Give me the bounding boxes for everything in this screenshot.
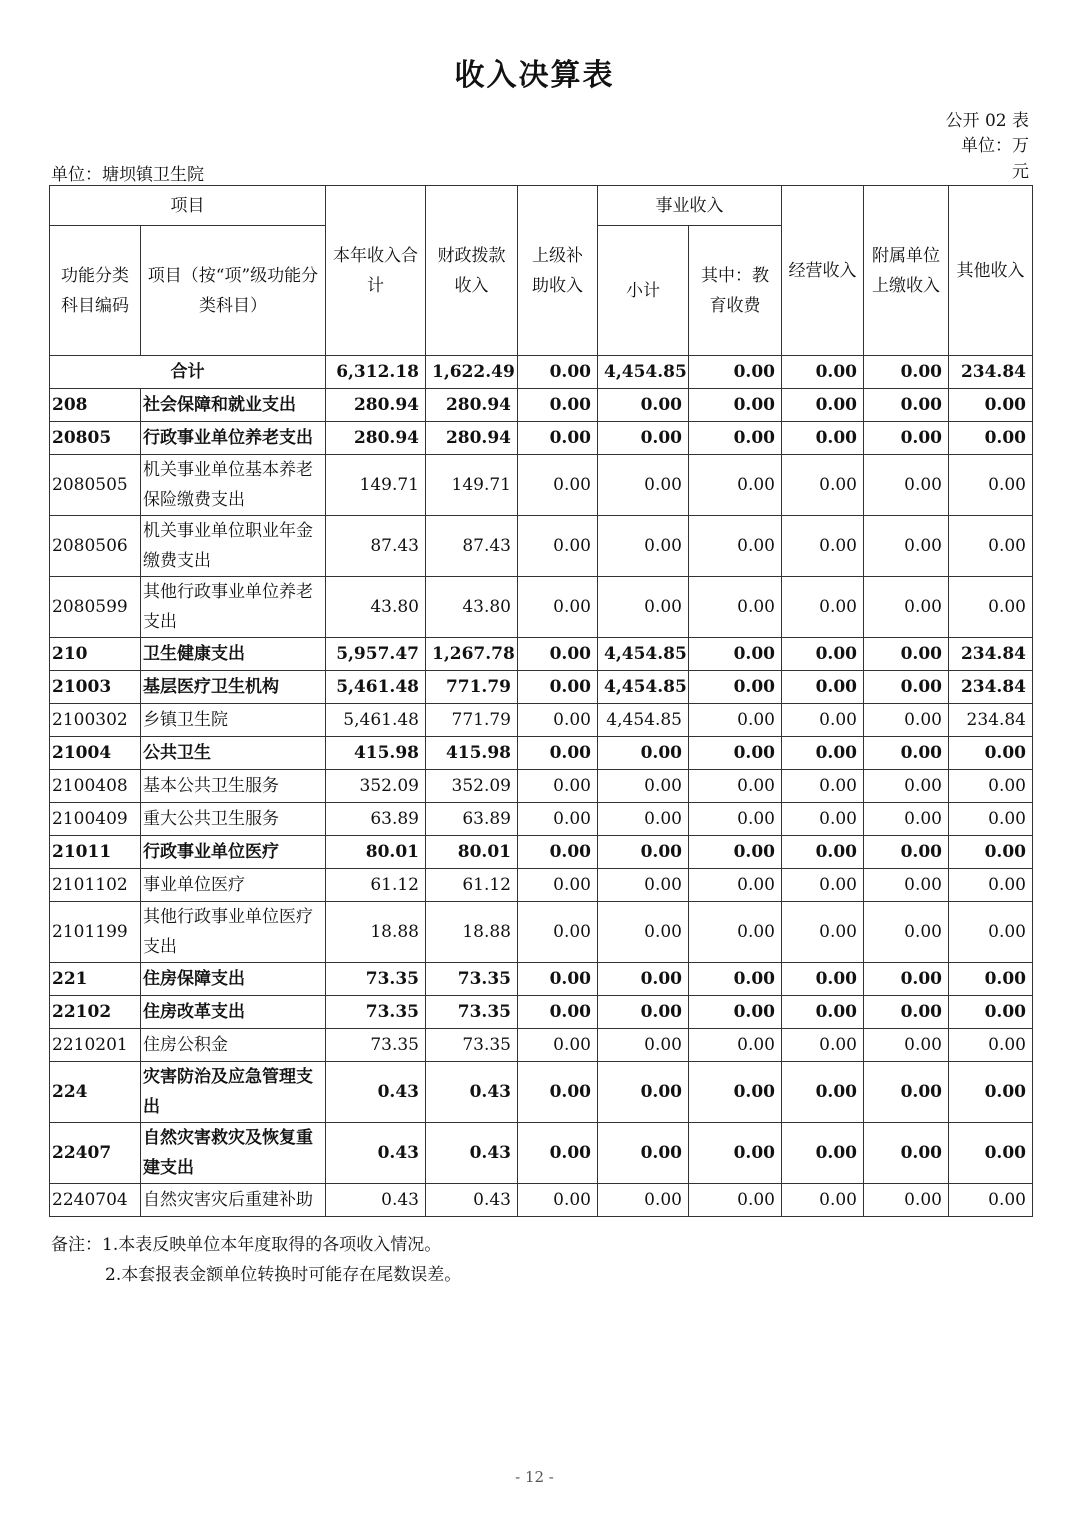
row-value: 5,461.48 <box>326 704 426 737</box>
row-value: 0.00 <box>518 770 598 803</box>
note-line: 2.本套报表金额单位转换时可能存在尾数误差。 <box>105 1265 462 1285</box>
form-number: 公开 02 表 <box>945 111 1029 131</box>
row-value: 0.00 <box>598 737 689 770</box>
row-value: 0.00 <box>518 996 598 1029</box>
table-row <box>50 638 1033 671</box>
total-cell: 0.00 <box>782 356 864 389</box>
row-value: 0.00 <box>864 963 949 996</box>
row-value: 0.00 <box>949 902 1033 963</box>
row-value: 0.00 <box>689 963 782 996</box>
row-name: 机关事业单位职业年金缴费支出 <box>141 516 326 577</box>
row-value: 0.00 <box>782 737 864 770</box>
row-code: 221 <box>50 963 141 996</box>
row-value: 0.00 <box>782 1029 864 1062</box>
row-value: 0.00 <box>598 803 689 836</box>
row-value: 0.43 <box>326 1184 426 1217</box>
table-row <box>50 996 1033 1029</box>
row-value: 0.00 <box>689 704 782 737</box>
table-row <box>50 902 1033 963</box>
row-value: 0.00 <box>689 577 782 638</box>
row-value: 0.00 <box>598 389 689 422</box>
row-value: 80.01 <box>326 836 426 869</box>
row-value: 0.00 <box>864 902 949 963</box>
row-value: 0.00 <box>689 803 782 836</box>
row-value: 0.00 <box>518 963 598 996</box>
row-name: 基本公共卫生服务 <box>141 770 326 803</box>
row-value: 280.94 <box>426 422 518 455</box>
row-value: 73.35 <box>326 963 426 996</box>
row-value: 0.00 <box>518 455 598 516</box>
row-value: 0.00 <box>518 836 598 869</box>
header-project: 项目 <box>50 186 326 226</box>
row-value: 0.00 <box>598 422 689 455</box>
row-value: 234.84 <box>949 638 1033 671</box>
header-superior: 上级补助收入 <box>518 186 598 356</box>
row-value: 0.43 <box>426 1184 518 1217</box>
row-value: 0.00 <box>782 963 864 996</box>
header-total: 本年收入合计 <box>326 186 426 356</box>
row-value: 771.79 <box>426 671 518 704</box>
row-value: 18.88 <box>426 902 518 963</box>
row-value: 0.00 <box>949 836 1033 869</box>
row-value: 0.00 <box>864 577 949 638</box>
row-value: 73.35 <box>426 1029 518 1062</box>
row-value: 0.00 <box>864 671 949 704</box>
row-value: 73.35 <box>326 996 426 1029</box>
row-code: 2210201 <box>50 1029 141 1062</box>
row-value: 0.00 <box>689 389 782 422</box>
row-value: 4,454.85 <box>598 704 689 737</box>
row-value: 4,454.85 <box>598 671 689 704</box>
row-value: 0.00 <box>949 422 1033 455</box>
row-value: 0.00 <box>782 996 864 1029</box>
row-value: 149.71 <box>326 455 426 516</box>
row-value: 0.43 <box>326 1123 426 1184</box>
row-code: 21003 <box>50 671 141 704</box>
row-value: 280.94 <box>426 389 518 422</box>
row-value: 5,957.47 <box>326 638 426 671</box>
row-name: 行政事业单位医疗 <box>141 836 326 869</box>
row-value: 0.00 <box>864 836 949 869</box>
row-value: 0.00 <box>598 1123 689 1184</box>
row-value: 0.00 <box>782 389 864 422</box>
row-value: 43.80 <box>426 577 518 638</box>
row-value: 352.09 <box>426 770 518 803</box>
row-value: 1,267.78 <box>426 638 518 671</box>
row-name: 住房公积金 <box>141 1029 326 1062</box>
income-table <box>49 185 1033 1217</box>
header-subtotal: 小计 <box>598 226 689 356</box>
row-value: 0.00 <box>518 516 598 577</box>
row-value: 0.00 <box>782 770 864 803</box>
row-value: 0.00 <box>864 996 949 1029</box>
table-row <box>50 770 1033 803</box>
row-code: 208 <box>50 389 141 422</box>
table-row <box>50 869 1033 902</box>
row-value: 0.43 <box>326 1062 426 1123</box>
row-value: 0.00 <box>518 803 598 836</box>
total-cell: 4,454.85 <box>598 356 689 389</box>
row-value: 0.00 <box>949 770 1033 803</box>
row-name: 事业单位医疗 <box>141 869 326 902</box>
row-value: 0.00 <box>949 737 1033 770</box>
row-value: 0.00 <box>949 1029 1033 1062</box>
row-value: 0.00 <box>864 638 949 671</box>
row-code: 2100302 <box>50 704 141 737</box>
row-value: 0.00 <box>949 996 1033 1029</box>
row-value: 0.00 <box>864 389 949 422</box>
row-value: 0.43 <box>426 1062 518 1123</box>
row-value: 0.00 <box>782 577 864 638</box>
row-value: 4,454.85 <box>598 638 689 671</box>
header-business: 事业收入 <box>598 186 782 226</box>
row-value: 61.12 <box>326 869 426 902</box>
row-name: 灾害防治及应急管理支出 <box>141 1062 326 1123</box>
row-value: 0.00 <box>949 1123 1033 1184</box>
row-name: 住房保障支出 <box>141 963 326 996</box>
row-code: 2240704 <box>50 1184 141 1217</box>
table-row <box>50 389 1033 422</box>
total-cell: 0.00 <box>864 356 949 389</box>
row-value: 0.00 <box>689 770 782 803</box>
row-value: 73.35 <box>326 1029 426 1062</box>
row-value: 280.94 <box>326 422 426 455</box>
row-value: 0.00 <box>598 770 689 803</box>
row-value: 0.00 <box>598 455 689 516</box>
row-value: 0.00 <box>689 422 782 455</box>
row-value: 18.88 <box>326 902 426 963</box>
row-name: 基层医疗卫生机构 <box>141 671 326 704</box>
row-value: 234.84 <box>949 704 1033 737</box>
row-value: 0.00 <box>864 1123 949 1184</box>
table-row <box>50 737 1033 770</box>
row-value: 0.00 <box>598 577 689 638</box>
row-name: 乡镇卫生院 <box>141 704 326 737</box>
row-value: 0.00 <box>949 516 1033 577</box>
row-value: 0.00 <box>689 1123 782 1184</box>
row-value: 87.43 <box>326 516 426 577</box>
row-value: 0.00 <box>782 422 864 455</box>
row-value: 0.00 <box>782 1184 864 1217</box>
row-value: 0.00 <box>689 902 782 963</box>
table-row <box>50 1029 1033 1062</box>
row-value: 0.00 <box>689 671 782 704</box>
header-fiscal: 财政拨款收入 <box>426 186 518 356</box>
row-name: 自然灾害救灾及恢复重建支出 <box>141 1123 326 1184</box>
row-value: 149.71 <box>426 455 518 516</box>
row-value: 63.89 <box>326 803 426 836</box>
row-value: 0.00 <box>782 455 864 516</box>
page-title: 收入决算表 <box>454 58 615 93</box>
table-row <box>50 422 1033 455</box>
row-name: 公共卫生 <box>141 737 326 770</box>
row-value: 61.12 <box>426 869 518 902</box>
page-number: - 12 - <box>515 1468 554 1486</box>
notes <box>51 1230 461 1290</box>
row-name: 重大公共卫生服务 <box>141 803 326 836</box>
row-value: 0.00 <box>949 455 1033 516</box>
row-value: 0.00 <box>864 1184 949 1217</box>
header-name: 项目（按“项”级功能分类科目） <box>141 226 326 356</box>
row-value: 0.00 <box>518 422 598 455</box>
row-code: 22102 <box>50 996 141 1029</box>
row-value: 415.98 <box>326 737 426 770</box>
table-row <box>50 803 1033 836</box>
row-name: 机关事业单位基本养老保险缴费支出 <box>141 455 326 516</box>
row-value: 0.00 <box>518 704 598 737</box>
row-value: 0.00 <box>689 737 782 770</box>
row-value: 0.00 <box>949 1184 1033 1217</box>
row-value: 352.09 <box>326 770 426 803</box>
row-value: 0.00 <box>949 577 1033 638</box>
row-value: 0.00 <box>598 836 689 869</box>
row-value: 0.00 <box>689 516 782 577</box>
table-row <box>50 836 1033 869</box>
row-value: 0.00 <box>598 963 689 996</box>
row-value: 280.94 <box>326 389 426 422</box>
header-affiliated: 附属单位上缴收入 <box>864 186 949 356</box>
row-value: 0.00 <box>689 836 782 869</box>
row-name: 住房改革支出 <box>141 996 326 1029</box>
row-code: 210 <box>50 638 141 671</box>
header-other: 其他收入 <box>949 186 1033 356</box>
row-value: 0.00 <box>782 869 864 902</box>
header-education: 其中：教育收费 <box>689 226 782 356</box>
row-value: 0.00 <box>864 869 949 902</box>
row-value: 0.00 <box>782 671 864 704</box>
row-value: 0.00 <box>949 963 1033 996</box>
row-value: 0.00 <box>864 455 949 516</box>
row-value: 0.00 <box>518 577 598 638</box>
row-value: 0.00 <box>782 704 864 737</box>
row-value: 0.00 <box>782 516 864 577</box>
row-value: 0.00 <box>864 737 949 770</box>
row-value: 0.00 <box>949 389 1033 422</box>
row-value: 5,461.48 <box>326 671 426 704</box>
total-cell: 0.00 <box>518 356 598 389</box>
row-value: 0.00 <box>864 1062 949 1123</box>
row-code: 21004 <box>50 737 141 770</box>
row-code: 21011 <box>50 836 141 869</box>
row-value: 0.00 <box>689 1184 782 1217</box>
header-operating: 经营收入 <box>782 186 864 356</box>
row-code: 2101102 <box>50 869 141 902</box>
row-value: 0.00 <box>864 516 949 577</box>
row-value: 0.00 <box>864 803 949 836</box>
row-value: 771.79 <box>426 704 518 737</box>
row-value: 0.00 <box>782 902 864 963</box>
total-label: 合计 <box>50 356 326 389</box>
row-value: 234.84 <box>949 671 1033 704</box>
row-value: 0.00 <box>782 836 864 869</box>
row-code: 2080505 <box>50 455 141 516</box>
row-value: 0.00 <box>864 1029 949 1062</box>
total-cell: 6,312.18 <box>326 356 426 389</box>
row-value: 0.00 <box>689 638 782 671</box>
table-row <box>50 963 1033 996</box>
row-value: 0.00 <box>864 770 949 803</box>
row-value: 0.00 <box>689 1062 782 1123</box>
row-value: 0.00 <box>782 638 864 671</box>
table-row <box>50 1123 1033 1184</box>
row-value: 0.00 <box>518 671 598 704</box>
row-code: 224 <box>50 1062 141 1123</box>
row-value: 0.00 <box>518 737 598 770</box>
row-value: 0.00 <box>689 996 782 1029</box>
total-cell: 0.00 <box>689 356 782 389</box>
row-value: 0.00 <box>864 704 949 737</box>
row-value: 0.00 <box>598 1184 689 1217</box>
table-row <box>50 1062 1033 1123</box>
row-value: 0.00 <box>598 1062 689 1123</box>
row-value: 0.00 <box>518 1184 598 1217</box>
row-value: 43.80 <box>326 577 426 638</box>
row-code: 2100409 <box>50 803 141 836</box>
table-row <box>50 704 1033 737</box>
total-cell: 234.84 <box>949 356 1033 389</box>
organization-label: 单位：塘坝镇卫生院 <box>51 165 204 185</box>
row-value: 0.00 <box>949 1062 1033 1123</box>
row-value: 0.00 <box>518 389 598 422</box>
row-value: 0.00 <box>949 803 1033 836</box>
row-value: 0.43 <box>426 1123 518 1184</box>
total-cell: 1,622.49 <box>426 356 518 389</box>
unit-label: 单位：万元 <box>961 136 1029 182</box>
row-value: 0.00 <box>518 1123 598 1184</box>
row-value: 0.00 <box>518 902 598 963</box>
total-row <box>50 356 1033 389</box>
header-code: 功能分类科目编码 <box>50 226 141 356</box>
row-value: 0.00 <box>598 996 689 1029</box>
row-name: 社会保障和就业支出 <box>141 389 326 422</box>
row-code: 2080506 <box>50 516 141 577</box>
row-value: 0.00 <box>689 455 782 516</box>
row-value: 0.00 <box>689 869 782 902</box>
row-value: 0.00 <box>518 638 598 671</box>
row-value: 0.00 <box>864 422 949 455</box>
row-value: 0.00 <box>518 1062 598 1123</box>
table-row <box>50 516 1033 577</box>
row-value: 80.01 <box>426 836 518 869</box>
row-name: 其他行政事业单位医疗支出 <box>141 902 326 963</box>
table-row <box>50 577 1033 638</box>
row-value: 415.98 <box>426 737 518 770</box>
row-value: 0.00 <box>598 902 689 963</box>
row-name: 卫生健康支出 <box>141 638 326 671</box>
row-value: 0.00 <box>598 1029 689 1062</box>
row-code: 2101199 <box>50 902 141 963</box>
row-value: 0.00 <box>782 803 864 836</box>
row-value: 63.89 <box>426 803 518 836</box>
table-row <box>50 455 1033 516</box>
row-code: 2100408 <box>50 770 141 803</box>
row-name: 行政事业单位养老支出 <box>141 422 326 455</box>
row-value: 73.35 <box>426 963 518 996</box>
row-value: 0.00 <box>598 869 689 902</box>
row-code: 20805 <box>50 422 141 455</box>
row-value: 87.43 <box>426 516 518 577</box>
row-value: 0.00 <box>598 516 689 577</box>
row-code: 2080599 <box>50 577 141 638</box>
row-value: 0.00 <box>518 869 598 902</box>
row-value: 0.00 <box>782 1123 864 1184</box>
row-name: 其他行政事业单位养老支出 <box>141 577 326 638</box>
note-line: 备注：1.本表反映单位本年度取得的各项收入情况。 <box>51 1235 442 1255</box>
table-row <box>50 1184 1033 1217</box>
row-value: 0.00 <box>949 869 1033 902</box>
row-code: 22407 <box>50 1123 141 1184</box>
table-row <box>50 671 1033 704</box>
row-value: 0.00 <box>689 1029 782 1062</box>
row-value: 0.00 <box>518 1029 598 1062</box>
row-value: 73.35 <box>426 996 518 1029</box>
row-value: 0.00 <box>782 1062 864 1123</box>
row-name: 自然灾害灾后重建补助 <box>141 1184 326 1217</box>
